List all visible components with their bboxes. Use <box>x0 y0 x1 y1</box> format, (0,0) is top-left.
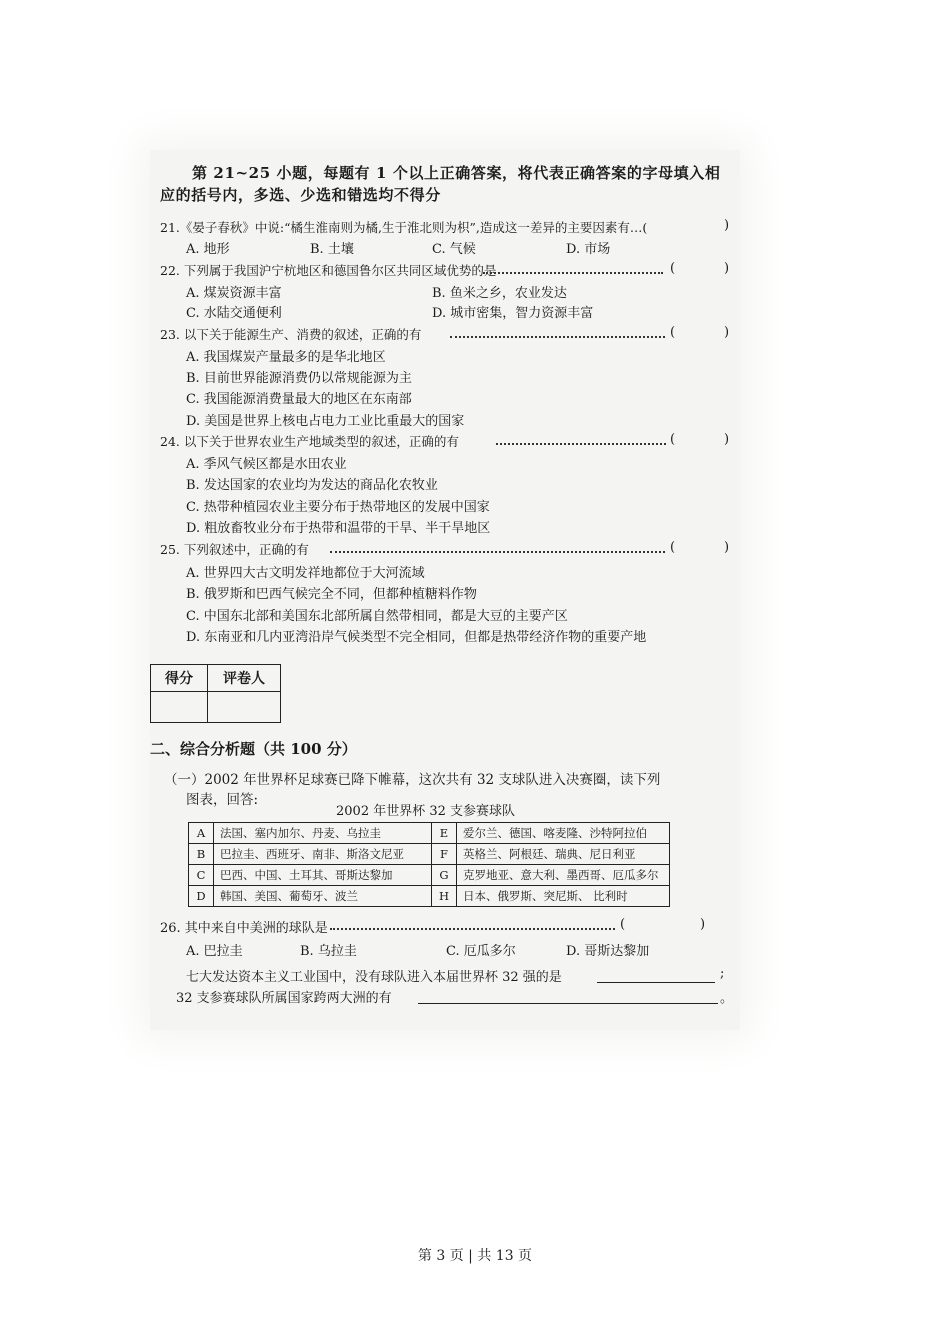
answer-blank-1[interactable] <box>597 966 715 983</box>
fill-question-2: 32 支参赛球队所属国家跨两大洲的有 <box>176 991 392 1006</box>
grader-header: 评卷人 <box>208 665 281 692</box>
answer-paren-open: ( <box>670 432 676 447</box>
answer-paren-open: ( <box>670 261 676 276</box>
section-2-intro-1: （一）2002 年世界杯足球赛已降下帷幕，这次共有 32 支球队进入决赛圈，读下列 <box>164 772 661 788</box>
group-teams: 巴西、中国、土耳其、哥斯达黎加 <box>214 865 432 886</box>
score-cell[interactable] <box>151 692 208 723</box>
option-22-d: D. 城市密集，智力资源丰富 <box>432 306 594 321</box>
option-22-a: A. 煤炭资源丰富 <box>186 286 282 301</box>
option-25-a: A. 世界四大古文明发祥地都位于大河流域 <box>186 566 425 581</box>
group-label: H <box>432 886 457 907</box>
option-22-c: C. 水陆交通便利 <box>186 306 282 321</box>
answer-paren-close: ) <box>724 325 730 340</box>
group-teams: 英格兰、阿根廷、瑞典、尼日利亚 <box>457 844 670 865</box>
option-24-c: C. 热带种植园农业主要分布于热带地区的发展中国家 <box>186 500 490 515</box>
question-26-stem: 26. 其中来自中美洲的球队是 <box>160 921 328 936</box>
group-label: G <box>432 865 457 886</box>
answer-paren-close: ) <box>724 432 730 447</box>
table-row <box>189 844 670 865</box>
answer-paren-close: ) <box>724 540 730 555</box>
answer-paren-close: ) <box>700 917 706 932</box>
score-header: 得分 <box>151 665 208 692</box>
option-26-a: A. 巴拉圭 <box>186 944 243 959</box>
option-23-b: B. 目前世界能源消费仍以常规能源为主 <box>186 371 412 386</box>
answer-paren-open: ( <box>670 540 676 555</box>
option-25-b: B. 俄罗斯和巴西气候完全不同，但都种植糖料作物 <box>186 587 477 602</box>
leader-dots <box>330 543 665 553</box>
option-21-a: A. 地形 <box>186 242 230 257</box>
option-21-b: B. 土壤 <box>310 242 354 257</box>
leader-dots <box>483 264 663 274</box>
section-2-intro-2: 图表，回答: <box>186 792 259 808</box>
group-teams: 日本、俄罗斯、突尼斯、 比利时 <box>457 886 670 907</box>
teams-table-title: 2002 年世界杯 32 支参赛球队 <box>336 804 516 819</box>
answer-paren-open: ( <box>670 325 676 340</box>
answer-paren-close: ) <box>724 261 730 276</box>
group-teams: 克罗地亚、意大利、墨西哥、厄瓜多尔 <box>457 865 670 886</box>
option-23-c: C. 我国能源消费量最大的地区在东南部 <box>186 392 412 407</box>
option-21-d: D. 市场 <box>566 242 611 257</box>
table-row <box>189 865 670 886</box>
answer-blank-2[interactable] <box>418 987 718 1004</box>
group-label: A <box>189 823 214 844</box>
teams-table <box>188 822 670 907</box>
option-25-d: D. 东南亚和几内亚湾沿岸气候类型不完全相同，但都是热带经济作物的重要产地 <box>186 630 647 645</box>
option-23-a: A. 我国煤炭产量最多的是华北地区 <box>186 350 386 365</box>
fill-question-1: 七大发达资本主义工业国中，没有球队进入本届世界杯 32 强的是 <box>186 970 562 985</box>
group-label: F <box>432 844 457 865</box>
option-25-c: C. 中国东北部和美国东北部所属自然带相同，都是大豆的主要产区 <box>186 609 568 624</box>
option-21-c: C. 气候 <box>432 242 476 257</box>
fill-question-2-end: 。 <box>720 991 734 1006</box>
group-teams: 爱尔兰、德国、喀麦隆、沙特阿拉伯 <box>457 823 670 844</box>
table-row <box>189 886 670 907</box>
leader-dots <box>450 328 665 338</box>
question-23-stem: 23. 以下关于能源生产、消费的叙述，正确的有 <box>160 327 422 342</box>
option-26-c: C. 厄瓜多尔 <box>446 944 516 959</box>
group-teams: 巴拉圭、西班牙、南非、斯洛文尼亚 <box>214 844 432 865</box>
leader-dots <box>330 920 615 930</box>
page-footer: 第 3 页 | 共 13 页 <box>417 1248 533 1264</box>
group-label: B <box>189 844 214 865</box>
instruction-line-2: 应的括号内，多选、少选和错选均不得分 <box>160 186 441 204</box>
question-24-stem: 24. 以下关于世界农业生产地域类型的叙述，正确的有 <box>160 434 459 449</box>
section-2-title: 二、综合分析题（共 100 分） <box>150 740 357 758</box>
option-23-d: D. 美国是世界上核电占电力工业比重最大的国家 <box>186 414 465 429</box>
option-24-b: B. 发达国家的农业均为发达的商品化农牧业 <box>186 478 438 493</box>
option-24-a: A. 季风气候区都是水田农业 <box>186 457 347 472</box>
instruction-line-1: 第 21~25 小题，每题有 1 个以上正确答案，将代表正确答案的字母填入相 <box>192 164 721 182</box>
option-22-b: B. 鱼米之乡，农业发达 <box>432 286 567 301</box>
option-24-d: D. 粗放畜牧业分布于热带和温带的干旱、半干旱地区 <box>186 521 491 536</box>
question-25-stem: 25. 下列叙述中，正确的有 <box>160 542 309 557</box>
question-22-stem: 22. 下列属于我国沪宁杭地区和德国鲁尔区共同区域优势的是 <box>160 263 497 278</box>
group-label: D <box>189 886 214 907</box>
group-label: C <box>189 865 214 886</box>
table-row <box>189 823 670 844</box>
question-21-stem: 21.《晏子春秋》中说:“橘生淮南则为橘,生于淮北则为枳”,造成这一差异的主要因素有…( <box>160 220 648 235</box>
group-teams: 韩国、美国、葡萄牙、波兰 <box>214 886 432 907</box>
grader-cell[interactable] <box>208 692 281 723</box>
option-26-d: D. 哥斯达黎加 <box>566 944 650 959</box>
answer-paren-open: ( <box>620 917 626 932</box>
option-26-b: B. 乌拉圭 <box>300 944 357 959</box>
group-teams: 法国、塞内加尔、丹麦、乌拉圭 <box>214 823 432 844</box>
score-table <box>150 664 281 723</box>
answer-paren-close: ) <box>724 218 730 233</box>
group-label: E <box>432 823 457 844</box>
leader-dots <box>496 435 666 445</box>
fill-question-1-end: ; <box>720 966 725 981</box>
